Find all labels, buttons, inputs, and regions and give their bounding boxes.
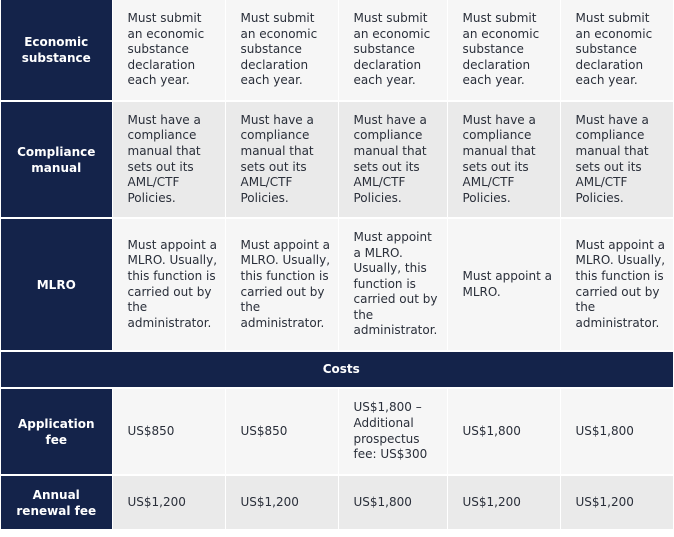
row-header-application-fee: Application fee [1, 388, 112, 475]
comparison-table [1, 0, 674, 531]
table-cell: US$1,200 [225, 475, 338, 530]
table-cell: Must have a compliance manual that sets out its AML/CTF Policies. [447, 101, 560, 218]
table-cell: US$1,800 [560, 388, 673, 475]
table-cell: US$850 [225, 388, 338, 475]
row-header-annual-renewal-fee: Annual renewal fee [1, 475, 112, 530]
table-cell: Must submit an economic substance declaration each year. [225, 0, 338, 101]
table-row-economic-substance [1, 0, 673, 101]
table-cell: Must have a compliance manual that sets out its AML/CTF Policies. [338, 101, 447, 218]
table-cell: Must appoint a MLRO. Usually, this function is carried out by the administrator. [338, 218, 447, 351]
row-header-mlro: MLRO [1, 218, 112, 351]
table-cell: Must appoint a MLRO. Usually, this function is carried out by the administrator. [112, 218, 225, 351]
table-cell: US$1,200 [560, 475, 673, 530]
section-title-costs: Costs [1, 351, 673, 388]
row-header-economic-substance: Economic substance [1, 0, 112, 101]
table-cell: Must submit an economic substance declaration each year. [560, 0, 673, 101]
table-cell: US$1,800 [447, 388, 560, 475]
table-cell: Must have a compliance manual that sets out its AML/CTF Policies. [560, 101, 673, 218]
table-cell: Must appoint a MLRO. Usually, this function is carried out by the administrator. [225, 218, 338, 351]
table-row-application-fee [1, 388, 673, 475]
table-cell: US$1,800 – Additional prospectus fee: US$300 [338, 388, 447, 475]
table-cell: Must appoint a MLRO. Usually, this function is carried out by the administrator. [560, 218, 673, 351]
table-cell: Must appoint a MLRO. [447, 218, 560, 351]
row-header-compliance-manual: Compliance manual [1, 101, 112, 218]
table-row-annual-renewal-fee [1, 475, 673, 530]
table-cell: Must submit an economic substance declaration each year. [112, 0, 225, 101]
table-cell: US$850 [112, 388, 225, 475]
section-header-costs [1, 351, 673, 388]
table-cell: US$1,200 [447, 475, 560, 530]
table-cell: Must submit an economic substance declaration each year. [338, 0, 447, 101]
table-cell: Must have a compliance manual that sets out its AML/CTF Policies. [112, 101, 225, 218]
table-cell: US$1,200 [112, 475, 225, 530]
table-cell: Must have a compliance manual that sets out its AML/CTF Policies. [225, 101, 338, 218]
table-cell: US$1,800 [338, 475, 447, 530]
table-row-compliance-manual [1, 101, 673, 218]
table-row-mlro [1, 218, 673, 351]
table-cell: Must submit an economic substance declaration each year. [447, 0, 560, 101]
